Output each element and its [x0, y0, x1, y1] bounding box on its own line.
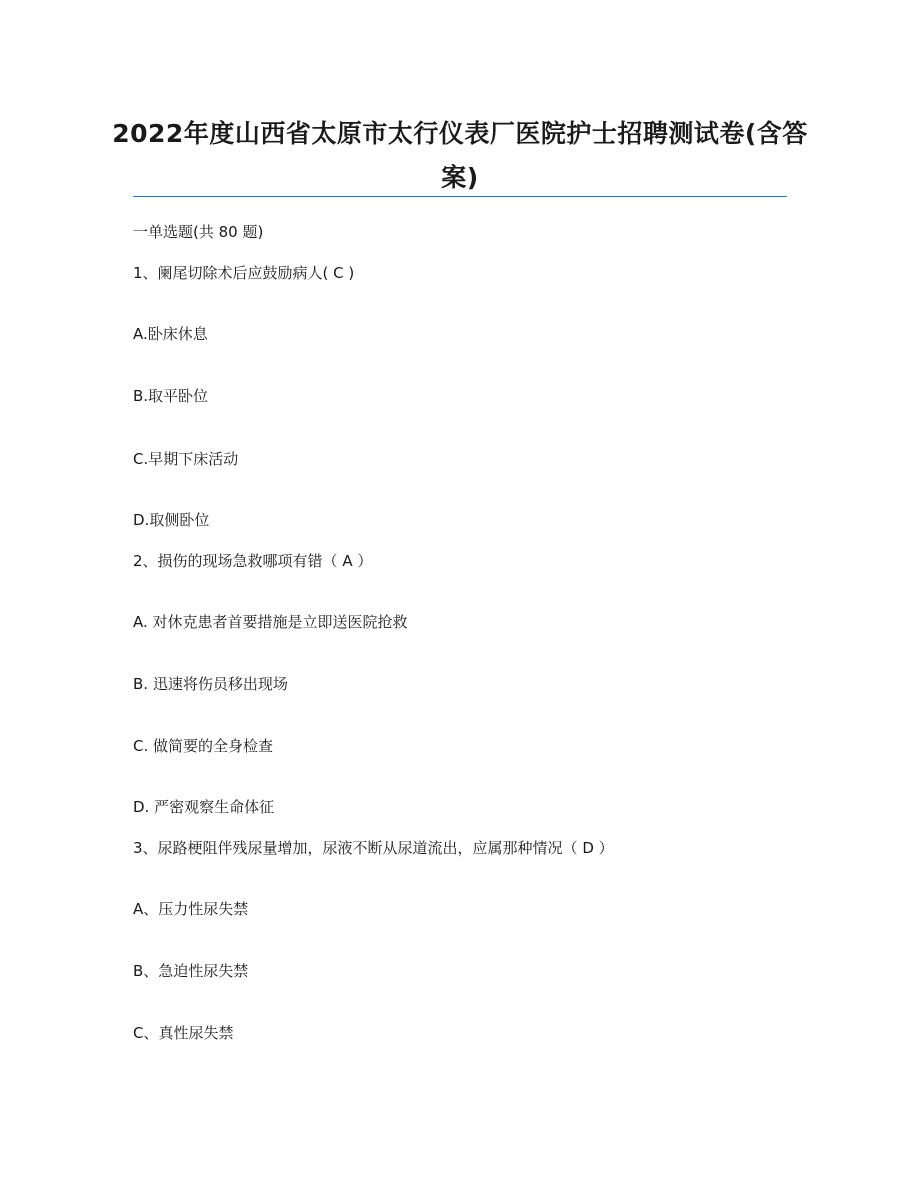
question-option: B. 迅速将伤员移出现场: [133, 675, 288, 693]
question-option: B.取平卧位: [133, 387, 209, 405]
section-header: 一单选题(共 80 题): [133, 223, 264, 241]
question-option: A. 对休克患者首要措施是立即送医院抢救: [133, 613, 408, 631]
question-option: B、急迫性尿失禁: [133, 962, 249, 980]
question-option: D.取侧卧位: [133, 511, 210, 529]
title-divider: [133, 196, 787, 197]
document-title: 2022年度山西省太原市太行仪表厂医院护士招聘测试卷(含答案): [112, 119, 808, 192]
question-stem: 1、阑尾切除术后应鼓励病人( C ): [133, 264, 355, 282]
question-option: C、真性尿失禁: [133, 1024, 234, 1042]
question-option: C.早期下床活动: [133, 450, 239, 468]
question-option: A、压力性尿失禁: [133, 900, 249, 918]
question-option: C. 做简要的全身检查: [133, 737, 274, 755]
question-option: A.卧床休息: [133, 325, 208, 343]
question-stem: 2、损伤的现场急救哪项有错（ A ）: [133, 552, 373, 570]
question-option: D. 严密观察生命体征: [133, 798, 275, 816]
question-stem: 3、尿路梗阻伴残尿量增加，尿液不断从尿道流出，应属那种情况（ D ）: [133, 839, 614, 857]
